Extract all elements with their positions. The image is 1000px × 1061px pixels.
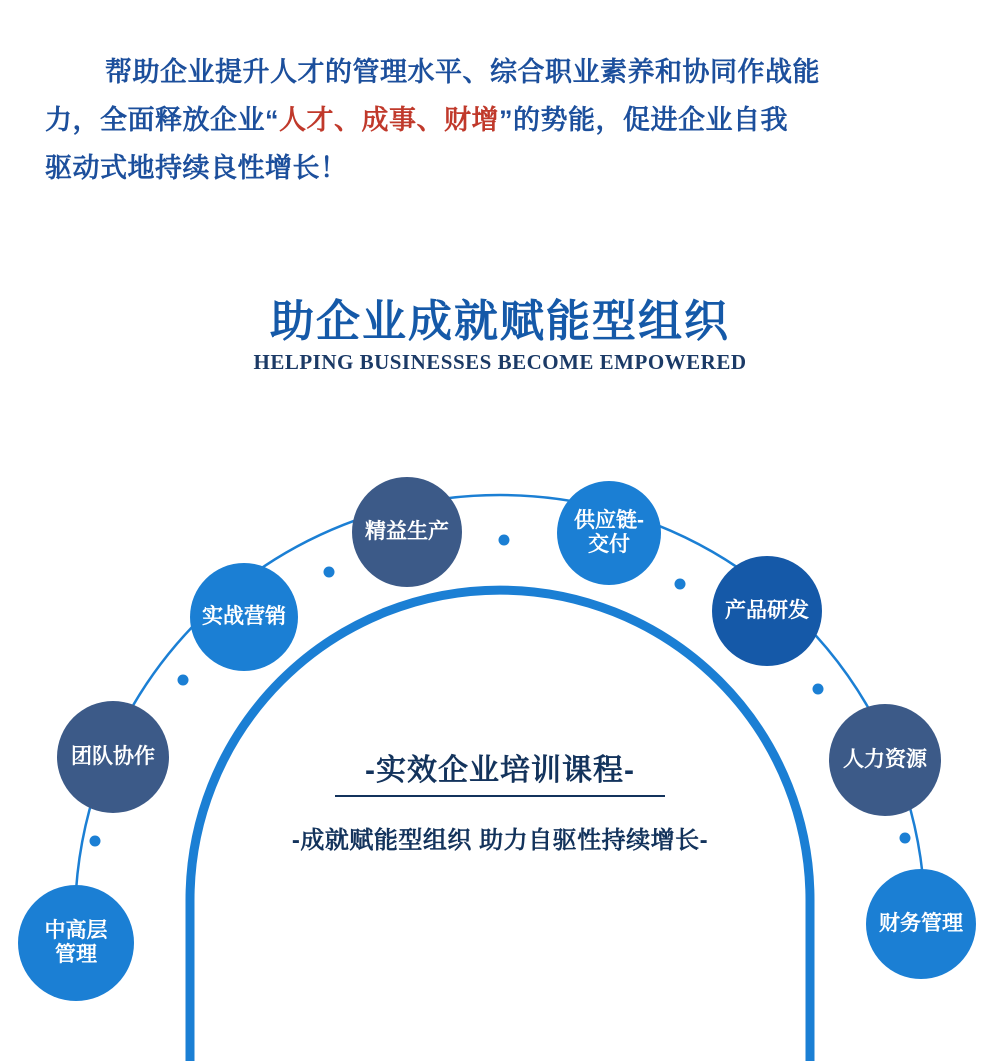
connector-dot	[178, 675, 189, 686]
connector-dot	[499, 535, 510, 546]
connector-dot	[813, 684, 824, 695]
intro-line-2	[45, 96, 970, 144]
intro-line-2-part-b: ”的势能，促进企业自我	[499, 105, 788, 135]
node-label	[45, 919, 108, 968]
diagram-center-title: -实效企业培训课程-	[365, 754, 635, 787]
arc-diagram	[0, 420, 1000, 1061]
intro-line-1: 帮助企业提升人才的管理水平、综合职业素养和协同作战能	[105, 57, 820, 87]
node-label-line1: 供应链-	[574, 508, 644, 532]
node-label	[574, 509, 644, 558]
node-label: 人力资源	[843, 747, 927, 771]
node-supply-chain-delivery[interactable]	[557, 481, 661, 585]
intro-line-2-part-a: 力，全面释放企业“	[45, 105, 279, 135]
node-product-rnd[interactable]	[712, 556, 822, 666]
node-label: 财务管理	[879, 911, 963, 935]
intro-paragraph	[45, 48, 970, 192]
node-label: 实战营销	[202, 604, 286, 628]
node-team-collaboration[interactable]	[57, 701, 169, 813]
intro-highlight-text: 人才、成事、财增	[279, 105, 499, 135]
node-financial-management[interactable]	[866, 869, 976, 979]
diagram-center-divider	[335, 795, 665, 797]
node-lean-production[interactable]	[352, 477, 462, 587]
node-label: 团队协作	[71, 744, 155, 768]
node-label-line1: 中高层	[44, 918, 108, 942]
section-subheadline: HELPING BUSINESSES BECOME EMPOWERED	[253, 350, 747, 374]
node-label-line2: 交付	[588, 533, 630, 556]
intro-line-3: 驱动式地持续良性增长！	[45, 153, 348, 183]
node-mid-senior-management[interactable]	[18, 885, 134, 1001]
node-label: 精益生产	[365, 519, 449, 543]
connector-dot	[324, 567, 335, 578]
connector-dot	[675, 579, 686, 590]
connector-dot	[900, 833, 911, 844]
node-label: 产品研发	[725, 598, 809, 622]
diagram-center-subtitle: -成就赋能型组织 助力自驱性持续增长-	[291, 827, 709, 854]
node-label-line2: 管理	[55, 943, 97, 966]
section-headline: 助企业成就赋能型组织	[270, 297, 730, 346]
node-human-resources[interactable]	[829, 704, 941, 816]
node-practical-marketing[interactable]	[190, 563, 298, 671]
connector-dot	[90, 836, 101, 847]
